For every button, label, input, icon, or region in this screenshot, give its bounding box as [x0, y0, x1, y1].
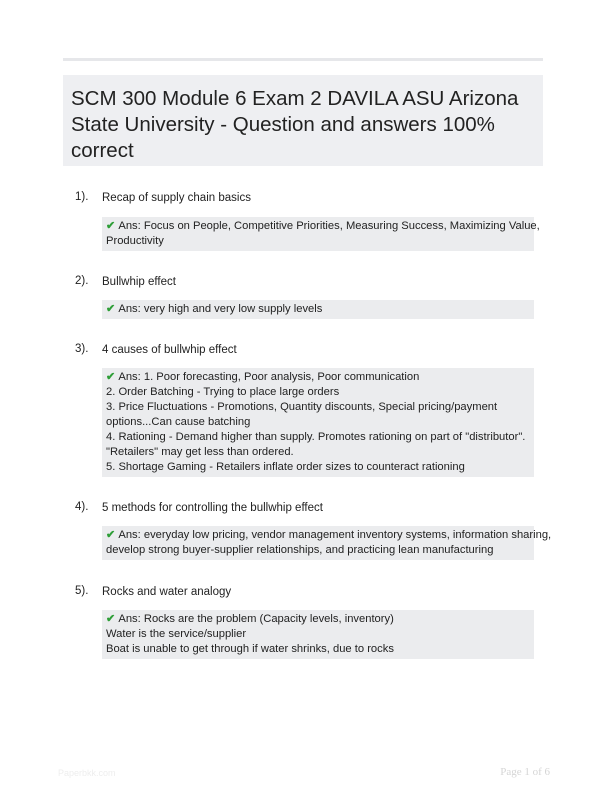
question-number: 2). [75, 275, 89, 287]
answer-line: Water is the service/supplier [106, 628, 247, 640]
top-divider [63, 58, 543, 61]
answer-line: options...Can cause batching [106, 416, 251, 428]
checkmark-icon: ✔ [106, 613, 116, 625]
question-text: 4 causes of bullwhip effect [102, 344, 237, 356]
title-banner [63, 75, 543, 166]
answer-box [102, 217, 540, 251]
answer-line: 5. Shortage Gaming - Retailers inflate order sizes to counteract rationing [106, 461, 465, 473]
checkmark-icon: ✔ [106, 303, 116, 315]
question-text: Bullwhip effect [102, 276, 176, 288]
question-text: Rocks and water analogy [102, 586, 232, 598]
answer-line: develop strong buyer-supplier relationships, and practicing lean manufacturing [106, 544, 494, 556]
answer-line: Ans: Focus on People, Competitive Priorities, Measuring Success, Maximizing Value, [118, 220, 540, 232]
question-number: 5). [75, 585, 89, 597]
answer-box [102, 526, 552, 560]
answer-line: Boat is unable to get through if water shrinks, due to rocks [106, 643, 394, 655]
answer-line: "Retailers" may get less than ordered. [106, 446, 294, 458]
answer-box [102, 610, 534, 659]
page-title [71, 86, 535, 164]
answer-line: Productivity [106, 235, 164, 247]
answer-box [102, 368, 534, 477]
footer-watermark: Paperbkk.com [58, 768, 116, 778]
question-number: 3). [75, 343, 89, 355]
checkmark-icon: ✔ [106, 529, 116, 541]
page-title-line: State University - Question and answers 100% [71, 113, 495, 136]
answer-line: 4. Rationing - Demand higher than supply. Promotes rationing on part of "distributor". [106, 431, 526, 443]
page-number: Page 1 of 6 [500, 766, 550, 778]
answer-line: Ans: everyday low pricing, vendor management inventory systems, information sharing, [118, 529, 552, 541]
question-number: 4). [75, 501, 89, 513]
question-text: Recap of supply chain basics [102, 192, 251, 204]
answer-line: Ans: very high and very low supply levels [118, 303, 323, 315]
answer-box [102, 300, 534, 319]
page-title-line: correct [71, 139, 134, 162]
answer-line: Ans: Rocks are the problem (Capacity levels, inventory) [118, 613, 394, 625]
answer-line: Ans: 1. Poor forecasting, Poor analysis, Poor communication [118, 371, 420, 383]
question-number: 1). [75, 191, 89, 203]
checkmark-icon: ✔ [106, 220, 116, 232]
page-title-line: SCM 300 Module 6 Exam 2 DAVILA ASU Arizona [71, 87, 519, 110]
checkmark-icon: ✔ [106, 371, 116, 383]
answer-line: 2. Order Batching - Trying to place large orders [106, 386, 340, 398]
answer-line: 3. Price Fluctuations - Promotions, Quantity discounts, Special pricing/payment [106, 401, 498, 413]
question-text: 5 methods for controlling the bullwhip effect [102, 502, 323, 514]
